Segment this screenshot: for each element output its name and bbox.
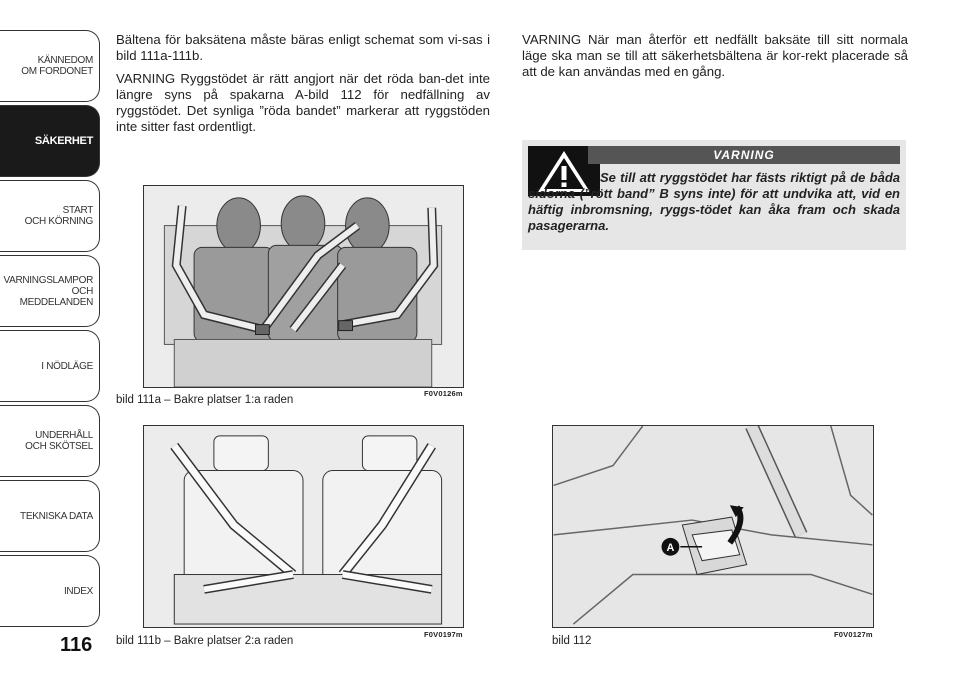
tab-label: I NÖDLÄGE (41, 360, 93, 372)
tab-label: INDEX (63, 585, 93, 597)
figure-112 (552, 425, 874, 628)
tab-label: SÄKERHET (34, 134, 93, 147)
figure-111b (143, 425, 464, 628)
paragraph: VARNING Ryggstödet är rätt angjort när det röda ban-det inte längre syns på spakarna A-bild 112 för nedfällning av ryggstödet. Det synliga ”röda bandet” markerar att ryggstöden inte sitter fast ordentligt. (116, 71, 490, 134)
left-text-column (116, 32, 490, 142)
tab-label: VARNINGSLAMPOR OCH MEDDELANDEN (3, 274, 93, 308)
tab-label: KÄNNEDOM OM FORDONET (21, 55, 93, 77)
marker-a-label: A (666, 541, 675, 554)
paragraph: VARNING När man återför ett nedfällt baksäte till sitt normala läge ska man se till att säkerhetsbältena är kor-rekt placerade så att de kan användas med en gång. (522, 32, 908, 79)
figure-code-111a: F0V0126m (424, 389, 463, 398)
tab-kannedom[interactable] (0, 30, 100, 102)
rear-seats-row1-illustration (144, 186, 463, 387)
tab-start[interactable] (0, 180, 100, 252)
figure-caption-111a: bild 111a – Bakre platser 1:a raden (116, 394, 294, 406)
tab-tekniska-data[interactable] (0, 480, 100, 552)
warning-title: VARNING (588, 146, 900, 164)
tab-sakerhet[interactable] (0, 105, 100, 177)
page-number: 116 (60, 634, 93, 656)
paragraph: Bältena för baksätena måste bäras enligt schemat som vi-sas i bild 111a-111b. (116, 32, 490, 63)
backrest-lever-illustration (553, 426, 873, 627)
warning-box (522, 140, 906, 250)
tab-underhall[interactable] (0, 405, 100, 477)
tab-label: UNDERHÅLL OCH SKÖTSEL (25, 430, 93, 452)
figure-111a (143, 185, 464, 388)
chapter-sidebar (0, 0, 104, 677)
figure-caption-111b: bild 111b – Bakre platser 2:a raden (116, 635, 294, 647)
tab-nodlage[interactable] (0, 330, 100, 402)
tab-label: TEKNISKA DATA (20, 510, 93, 522)
figure-caption-112: bild 112 (552, 635, 592, 647)
figure-code-112: F0V0127m (834, 630, 873, 639)
tab-index[interactable] (0, 555, 100, 627)
tab-label: START OCH KÖRNING (24, 205, 93, 227)
tab-varningslampor[interactable] (0, 255, 100, 327)
right-text-column (522, 32, 908, 87)
rear-seats-row2-illustration (144, 426, 463, 627)
figure-code-111b: F0V0197m (424, 630, 463, 639)
warning-text: Se till att ryggstödet har fästs riktigt på de båda sidorna (”rött band” B syns inte) för att undvika att, vid en häftig inbromsning, ryggs-tödet kan åka fram och skada pasagerarna. (528, 170, 900, 233)
